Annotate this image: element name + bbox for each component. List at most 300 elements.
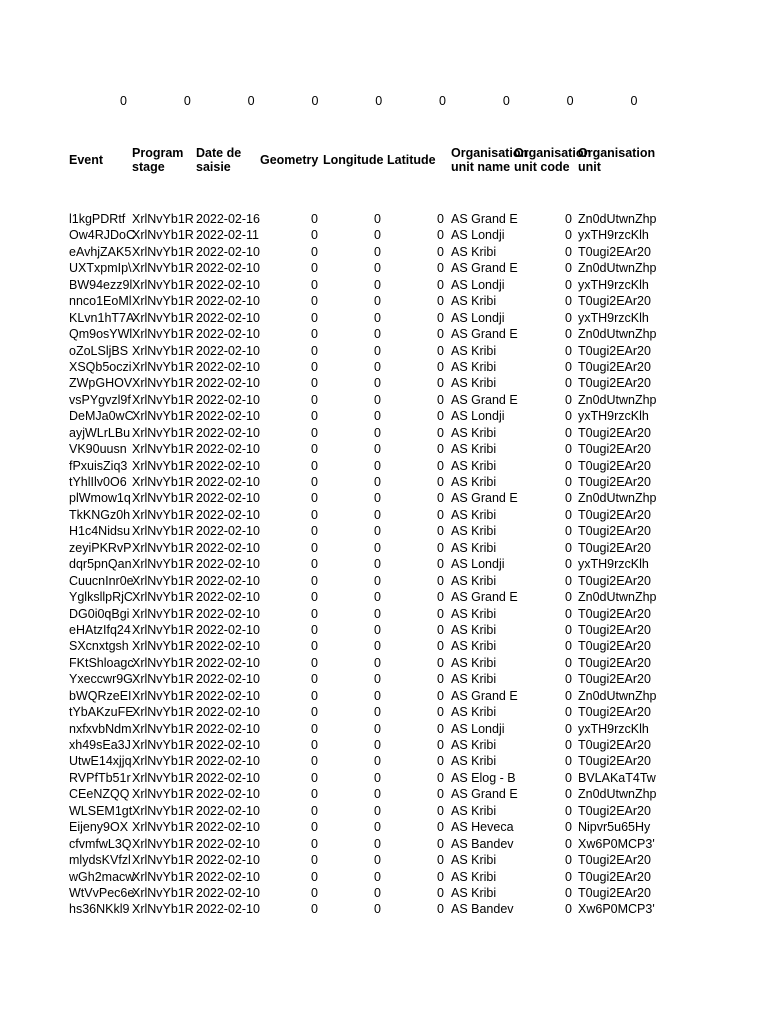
cell-event[interactable]: FKtShloagc xyxy=(69,655,134,670)
cell-org-unit-name[interactable]: AS Kribi xyxy=(451,885,497,900)
cell-program-stage[interactable]: XrlNvYb1R xyxy=(132,425,194,440)
cell-geometry[interactable]: 0 xyxy=(311,672,318,687)
cell-latitude[interactable]: 0 xyxy=(437,672,444,687)
cell-latitude[interactable]: 0 xyxy=(437,277,444,292)
cell-event[interactable]: DeMJa0wC xyxy=(69,409,134,424)
cell-org-unit-code[interactable]: 0 xyxy=(565,425,572,440)
cell-geometry[interactable]: 0 xyxy=(311,869,318,884)
cell-latitude[interactable]: 0 xyxy=(437,820,444,835)
cell-geometry[interactable]: 0 xyxy=(311,376,318,391)
cell-geometry[interactable]: 0 xyxy=(311,343,318,358)
cell-event[interactable]: hs36NKkl9 xyxy=(69,902,130,917)
cell-geometry[interactable]: 0 xyxy=(311,885,318,900)
cell-org-unit[interactable]: T0ugi2EAr20 xyxy=(578,754,651,769)
cell-event[interactable]: cfvmfwL3Q xyxy=(69,836,132,851)
cell-org-unit[interactable]: Zn0dUtwnZhp xyxy=(578,261,657,276)
cell-geometry[interactable]: 0 xyxy=(311,458,318,473)
cell-longitude[interactable]: 0 xyxy=(374,803,381,818)
cell-org-unit-name[interactable]: AS Grand E xyxy=(451,491,518,506)
cell-org-unit-name[interactable]: AS Kribi xyxy=(451,359,497,374)
cell-org-unit-code[interactable]: 0 xyxy=(565,770,572,785)
cell-program-stage[interactable]: XrlNvYb1R xyxy=(132,491,194,506)
cell-org-unit-name[interactable]: AS Kribi xyxy=(451,672,497,687)
cell-org-unit-code[interactable]: 0 xyxy=(565,540,572,555)
cell-org-unit-code[interactable]: 0 xyxy=(565,277,572,292)
cell-org-unit-code[interactable]: 0 xyxy=(565,688,572,703)
cell-org-unit-code[interactable]: 0 xyxy=(565,524,572,539)
cell-org-unit-name[interactable]: AS Kribi xyxy=(451,639,497,654)
cell-org-unit-code[interactable]: 0 xyxy=(565,590,572,605)
cell-date[interactable]: 2022-02-10 xyxy=(196,639,260,654)
cell-org-unit-name[interactable]: AS Kribi xyxy=(451,738,497,752)
cell-org-unit-code[interactable]: 0 xyxy=(565,622,572,637)
cell-date[interactable]: 2022-02-10 xyxy=(196,409,260,424)
cell-event[interactable]: UXTxpmIp\ xyxy=(69,261,132,276)
cell-org-unit-code[interactable]: 0 xyxy=(565,721,572,736)
cell-org-unit[interactable]: T0ugi2EAr20 xyxy=(578,622,651,637)
cell-latitude[interactable]: 0 xyxy=(437,754,444,769)
cell-geometry[interactable]: 0 xyxy=(311,212,318,226)
cell-event[interactable]: XSQb5oczi xyxy=(69,359,132,374)
cell-latitude[interactable]: 0 xyxy=(437,244,444,259)
cell-latitude[interactable]: 0 xyxy=(437,721,444,736)
cell-program-stage[interactable]: XrlNvYb1R xyxy=(132,228,194,243)
cell-program-stage[interactable]: XrlNvYb1R xyxy=(132,836,194,851)
cell-latitude[interactable]: 0 xyxy=(437,507,444,522)
cell-program-stage[interactable]: XrlNvYb1R xyxy=(132,787,194,802)
cell-geometry[interactable]: 0 xyxy=(311,491,318,506)
cell-date[interactable]: 2022-02-10 xyxy=(196,836,260,851)
cell-org-unit-code[interactable]: 0 xyxy=(565,820,572,835)
cell-org-unit-code[interactable]: 0 xyxy=(565,836,572,851)
cell-date[interactable]: 2022-02-10 xyxy=(196,327,260,342)
cell-longitude[interactable]: 0 xyxy=(374,754,381,769)
cell-geometry[interactable]: 0 xyxy=(311,294,318,309)
cell-org-unit-name[interactable]: AS Grand E xyxy=(451,261,518,276)
cell-geometry[interactable]: 0 xyxy=(311,573,318,588)
cell-geometry[interactable]: 0 xyxy=(311,507,318,522)
cell-longitude[interactable]: 0 xyxy=(374,721,381,736)
cell-org-unit-name[interactable]: AS Grand E xyxy=(451,590,518,605)
cell-latitude[interactable]: 0 xyxy=(437,475,444,489)
cell-org-unit-code[interactable]: 0 xyxy=(565,853,572,868)
cell-program-stage[interactable]: XrlNvYb1R xyxy=(132,902,194,917)
cell-event[interactable]: ayjWLrLBu xyxy=(69,425,131,440)
header-date[interactable]: Date de saisie xyxy=(196,146,242,174)
cell-event[interactable]: tYbAKzuFE xyxy=(69,705,134,720)
cell-org-unit-code[interactable]: 0 xyxy=(565,310,572,325)
cell-org-unit-name[interactable]: AS Kribi xyxy=(451,754,497,769)
cell-org-unit-name[interactable]: AS Kribi xyxy=(451,376,497,391)
cell-program-stage[interactable]: XrlNvYb1R xyxy=(132,705,194,720)
cell-longitude[interactable]: 0 xyxy=(374,853,381,868)
cell-program-stage[interactable]: XrlNvYb1R xyxy=(132,359,194,374)
cell-latitude[interactable]: 0 xyxy=(437,425,444,440)
cell-org-unit-code[interactable]: 0 xyxy=(565,491,572,506)
cell-latitude[interactable]: 0 xyxy=(437,705,444,720)
cell-event[interactable]: xh49sEa3J xyxy=(69,738,131,752)
cell-longitude[interactable]: 0 xyxy=(374,491,381,506)
cell-org-unit-name[interactable]: AS Bandev xyxy=(451,836,514,851)
cell-latitude[interactable]: 0 xyxy=(437,310,444,325)
cell-event[interactable]: mlydsKVfzl xyxy=(69,853,131,868)
header-latitude[interactable]: Latitude xyxy=(387,153,436,167)
cell-program-stage[interactable]: XrlNvYb1R xyxy=(132,540,194,555)
cell-latitude[interactable]: 0 xyxy=(437,294,444,309)
cell-geometry[interactable]: 0 xyxy=(311,425,318,440)
cell-latitude[interactable]: 0 xyxy=(437,540,444,555)
cell-latitude[interactable]: 0 xyxy=(437,885,444,900)
cell-event[interactable]: CuucnInr0e xyxy=(69,573,134,588)
cell-program-stage[interactable]: XrlNvYb1R xyxy=(132,524,194,539)
cell-org-unit[interactable]: yxTH9rzcKlh xyxy=(578,409,649,424)
cell-org-unit[interactable]: Zn0dUtwnZhp xyxy=(578,212,657,226)
top-number-cell[interactable]: 0 xyxy=(439,94,446,108)
cell-geometry[interactable]: 0 xyxy=(311,622,318,637)
cell-org-unit[interactable]: Zn0dUtwnZhp xyxy=(578,787,657,802)
cell-org-unit-code[interactable]: 0 xyxy=(565,359,572,374)
cell-latitude[interactable]: 0 xyxy=(437,557,444,572)
cell-org-unit-name[interactable]: AS Kribi xyxy=(451,573,497,588)
cell-longitude[interactable]: 0 xyxy=(374,705,381,720)
cell-geometry[interactable]: 0 xyxy=(311,327,318,342)
cell-longitude[interactable]: 0 xyxy=(374,261,381,276)
cell-org-unit-name[interactable]: AS Londji xyxy=(451,409,505,424)
cell-org-unit[interactable]: yxTH9rzcKlh xyxy=(578,310,649,325)
top-number-cell[interactable]: 0 xyxy=(311,94,319,108)
cell-org-unit-name[interactable]: AS Kribi xyxy=(451,507,497,522)
cell-date[interactable]: 2022-02-10 xyxy=(196,688,260,703)
cell-org-unit[interactable]: T0ugi2EAr20 xyxy=(578,359,651,374)
cell-geometry[interactable]: 0 xyxy=(311,787,318,802)
header-org-unit[interactable]: Organisation unit xyxy=(578,146,656,174)
header-event[interactable]: Event xyxy=(69,153,104,167)
cell-program-stage[interactable]: XrlNvYb1R xyxy=(132,475,194,489)
cell-date[interactable]: 2022-02-10 xyxy=(196,491,260,506)
cell-event[interactable]: nnco1EoMl xyxy=(69,294,132,309)
cell-geometry[interactable]: 0 xyxy=(311,409,318,424)
cell-org-unit[interactable]: T0ugi2EAr20 xyxy=(578,885,651,900)
cell-longitude[interactable]: 0 xyxy=(374,672,381,687)
cell-event[interactable]: SXcnxtgsh xyxy=(69,639,129,654)
cell-org-unit[interactable]: Xw6P0MCP3' xyxy=(578,902,655,917)
cell-org-unit[interactable]: T0ugi2EAr20 xyxy=(578,705,651,720)
cell-org-unit[interactable]: Zn0dUtwnZhp xyxy=(578,392,657,407)
cell-org-unit-code[interactable]: 0 xyxy=(565,869,572,884)
cell-org-unit-name[interactable]: AS Londji xyxy=(451,228,505,243)
cell-org-unit[interactable]: Zn0dUtwnZhp xyxy=(578,590,657,605)
cell-longitude[interactable]: 0 xyxy=(374,244,381,259)
header-org-unit-code[interactable]: Organisation unit code xyxy=(514,146,592,174)
cell-program-stage[interactable]: XrlNvYb1R xyxy=(132,458,194,473)
cell-org-unit-code[interactable]: 0 xyxy=(565,573,572,588)
cell-org-unit-name[interactable]: AS Londji xyxy=(451,721,505,736)
cell-org-unit-name[interactable]: AS Elog - B xyxy=(451,770,516,785)
cell-date[interactable]: 2022-02-10 xyxy=(196,869,260,884)
cell-geometry[interactable]: 0 xyxy=(311,524,318,539)
cell-program-stage[interactable]: XrlNvYb1R xyxy=(132,294,194,309)
cell-date[interactable]: 2022-02-10 xyxy=(196,425,260,440)
cell-date[interactable]: 2022-02-10 xyxy=(196,622,260,637)
cell-longitude[interactable]: 0 xyxy=(374,885,381,900)
cell-program-stage[interactable]: XrlNvYb1R xyxy=(132,442,194,457)
cell-longitude[interactable]: 0 xyxy=(374,639,381,654)
cell-event[interactable]: zeyiPKRvP xyxy=(69,540,132,555)
cell-org-unit-name[interactable]: AS Kribi xyxy=(451,458,497,473)
cell-org-unit[interactable]: yxTH9rzcKlh xyxy=(578,557,649,572)
cell-org-unit-name[interactable]: AS Kribi xyxy=(451,475,497,489)
cell-org-unit-name[interactable]: AS Londji xyxy=(451,557,505,572)
cell-date[interactable]: 2022-02-10 xyxy=(196,770,260,785)
cell-date[interactable]: 2022-02-10 xyxy=(196,885,260,900)
cell-geometry[interactable]: 0 xyxy=(311,688,318,703)
cell-latitude[interactable]: 0 xyxy=(437,212,444,226)
cell-org-unit-code[interactable]: 0 xyxy=(565,343,572,358)
cell-longitude[interactable]: 0 xyxy=(374,820,381,835)
cell-longitude[interactable]: 0 xyxy=(374,688,381,703)
cell-event[interactable]: wGh2macw xyxy=(69,869,135,884)
cell-event[interactable]: fPxuisZiq3 xyxy=(69,458,128,473)
cell-event[interactable]: VK90uusn xyxy=(69,442,127,457)
cell-latitude[interactable]: 0 xyxy=(437,688,444,703)
cell-event[interactable]: eAvhjZAK5 xyxy=(69,244,132,259)
cell-longitude[interactable]: 0 xyxy=(374,343,381,358)
cell-org-unit-name[interactable]: AS Kribi xyxy=(451,343,497,358)
cell-event[interactable]: WtVvPec6e xyxy=(69,885,135,900)
cell-date[interactable]: 2022-02-10 xyxy=(196,524,260,539)
cell-org-unit[interactable]: yxTH9rzcKlh xyxy=(578,228,649,243)
cell-org-unit[interactable]: Zn0dUtwnZhp xyxy=(578,327,657,342)
cell-event[interactable]: ZWpGHOV xyxy=(69,376,133,391)
top-number-cell[interactable]: 0 xyxy=(247,94,255,108)
cell-program-stage[interactable]: XrlNvYb1R xyxy=(132,853,194,868)
cell-latitude[interactable]: 0 xyxy=(437,491,444,506)
cell-latitude[interactable]: 0 xyxy=(437,409,444,424)
cell-longitude[interactable]: 0 xyxy=(374,425,381,440)
cell-date[interactable]: 2022-02-10 xyxy=(196,573,260,588)
cell-org-unit-code[interactable]: 0 xyxy=(565,458,572,473)
cell-event[interactable]: WLSEM1gt xyxy=(69,803,133,818)
cell-latitude[interactable]: 0 xyxy=(437,738,444,752)
top-number-cell[interactable]: 0 xyxy=(630,94,638,108)
cell-org-unit-name[interactable]: AS Grand E xyxy=(451,392,518,407)
cell-event[interactable]: H1c4Nidsu xyxy=(69,524,131,539)
cell-org-unit[interactable]: T0ugi2EAr20 xyxy=(578,376,651,391)
cell-latitude[interactable]: 0 xyxy=(437,228,444,243)
cell-event[interactable]: oZoLSljBS xyxy=(69,343,129,358)
cell-event[interactable]: Qm9osYWl xyxy=(69,327,133,342)
cell-org-unit-code[interactable]: 0 xyxy=(565,376,572,391)
header-geometry[interactable]: Geometry xyxy=(260,153,319,167)
cell-date[interactable]: 2022-02-10 xyxy=(196,803,260,818)
cell-date[interactable]: 2022-02-10 xyxy=(196,721,260,736)
cell-date[interactable]: 2022-02-10 xyxy=(196,672,260,687)
cell-program-stage[interactable]: XrlNvYb1R xyxy=(132,392,194,407)
top-number-cell[interactable]: 0 xyxy=(502,94,510,108)
cell-org-unit-name[interactable]: AS Kribi xyxy=(451,524,497,539)
cell-org-unit-name[interactable]: AS Kribi xyxy=(451,294,497,309)
cell-org-unit-name[interactable]: AS Kribi xyxy=(451,705,497,720)
top-number-cell[interactable]: 0 xyxy=(566,94,574,108)
cell-geometry[interactable]: 0 xyxy=(311,606,318,621)
cell-latitude[interactable]: 0 xyxy=(437,869,444,884)
cell-org-unit-name[interactable]: AS Grand E xyxy=(451,787,518,802)
cell-date[interactable]: 2022-02-10 xyxy=(196,244,260,259)
cell-longitude[interactable]: 0 xyxy=(374,458,381,473)
cell-org-unit-code[interactable]: 0 xyxy=(565,754,572,769)
cell-program-stage[interactable]: XrlNvYb1R xyxy=(132,639,194,654)
cell-geometry[interactable]: 0 xyxy=(311,770,318,785)
cell-longitude[interactable]: 0 xyxy=(374,507,381,522)
cell-event[interactable]: bWQRzeEI xyxy=(69,688,132,703)
cell-program-stage[interactable]: XrlNvYb1R xyxy=(132,803,194,818)
cell-date[interactable]: 2022-02-10 xyxy=(196,442,260,457)
cell-longitude[interactable]: 0 xyxy=(374,590,381,605)
cell-date[interactable]: 2022-02-10 xyxy=(196,359,260,374)
cell-org-unit-code[interactable]: 0 xyxy=(565,392,572,407)
cell-org-unit[interactable]: T0ugi2EAr20 xyxy=(578,442,651,457)
cell-latitude[interactable]: 0 xyxy=(437,392,444,407)
cell-org-unit-code[interactable]: 0 xyxy=(565,606,572,621)
cell-org-unit-name[interactable]: AS Grand E xyxy=(451,327,518,342)
cell-longitude[interactable]: 0 xyxy=(374,902,381,917)
cell-org-unit-name[interactable]: AS Kribi xyxy=(451,622,497,637)
cell-event[interactable]: Yxeccwr9G xyxy=(69,672,133,687)
cell-program-stage[interactable]: XrlNvYb1R xyxy=(132,212,194,226)
cell-date[interactable]: 2022-02-10 xyxy=(196,376,260,391)
cell-org-unit-code[interactable]: 0 xyxy=(565,787,572,802)
cell-org-unit[interactable]: T0ugi2EAr20 xyxy=(578,458,651,473)
cell-org-unit[interactable]: T0ugi2EAr20 xyxy=(578,540,651,555)
cell-geometry[interactable]: 0 xyxy=(311,853,318,868)
top-number-cell[interactable]: 0 xyxy=(183,94,191,108)
cell-latitude[interactable]: 0 xyxy=(437,787,444,802)
cell-longitude[interactable]: 0 xyxy=(374,655,381,670)
cell-org-unit-name[interactable]: AS Kribi xyxy=(451,442,497,457)
cell-org-unit-name[interactable]: AS Kribi xyxy=(451,655,497,670)
cell-event[interactable]: Ow4RJDoC xyxy=(69,228,135,243)
cell-longitude[interactable]: 0 xyxy=(374,327,381,342)
cell-longitude[interactable]: 0 xyxy=(374,573,381,588)
cell-longitude[interactable]: 0 xyxy=(374,294,381,309)
cell-date[interactable]: 2022-02-10 xyxy=(196,705,260,720)
cell-org-unit-code[interactable]: 0 xyxy=(565,327,572,342)
cell-org-unit-name[interactable]: AS Kribi xyxy=(451,869,497,884)
cell-latitude[interactable]: 0 xyxy=(437,442,444,457)
cell-event[interactable]: RVPfTb51r xyxy=(69,770,131,785)
cell-org-unit[interactable]: T0ugi2EAr20 xyxy=(578,639,651,654)
cell-date[interactable]: 2022-02-10 xyxy=(196,294,260,309)
top-number-cell[interactable]: 0 xyxy=(375,94,383,108)
cell-latitude[interactable]: 0 xyxy=(437,261,444,276)
cell-org-unit[interactable]: T0ugi2EAr20 xyxy=(578,655,651,670)
cell-longitude[interactable]: 0 xyxy=(374,392,381,407)
cell-org-unit[interactable]: T0ugi2EAr20 xyxy=(578,869,651,884)
cell-org-unit-name[interactable]: AS Kribi xyxy=(451,853,497,868)
cell-latitude[interactable]: 0 xyxy=(437,853,444,868)
cell-event[interactable]: vsPYgvzl9f xyxy=(69,392,131,407)
cell-program-stage[interactable]: XrlNvYb1R xyxy=(132,754,194,769)
cell-event[interactable]: Eijeny9OX xyxy=(69,820,129,835)
cell-longitude[interactable]: 0 xyxy=(374,622,381,637)
header-org-unit-name[interactable]: Organisation unit name xyxy=(451,146,529,174)
cell-geometry[interactable]: 0 xyxy=(311,261,318,276)
cell-org-unit-name[interactable]: AS Grand E xyxy=(451,688,518,703)
cell-program-stage[interactable]: XrlNvYb1R xyxy=(132,573,194,588)
cell-geometry[interactable]: 0 xyxy=(311,639,318,654)
cell-geometry[interactable]: 0 xyxy=(311,754,318,769)
cell-org-unit-code[interactable]: 0 xyxy=(565,885,572,900)
cell-org-unit[interactable]: T0ugi2EAr20 xyxy=(578,524,651,539)
cell-longitude[interactable]: 0 xyxy=(374,442,381,457)
cell-program-stage[interactable]: XrlNvYb1R xyxy=(132,738,194,752)
cell-org-unit-name[interactable]: AS Kribi xyxy=(451,244,497,259)
cell-event[interactable]: eHAtzIfq24 xyxy=(69,622,131,637)
cell-geometry[interactable]: 0 xyxy=(311,590,318,605)
cell-event[interactable]: BW94ezz9l xyxy=(69,277,133,292)
cell-geometry[interactable]: 0 xyxy=(311,836,318,851)
cell-org-unit[interactable]: yxTH9rzcKlh xyxy=(578,721,649,736)
cell-org-unit-code[interactable]: 0 xyxy=(565,294,572,309)
cell-org-unit[interactable]: T0ugi2EAr20 xyxy=(578,475,651,489)
cell-org-unit-name[interactable]: AS Londji xyxy=(451,310,505,325)
cell-latitude[interactable]: 0 xyxy=(437,622,444,637)
cell-org-unit-name[interactable]: AS Kribi xyxy=(451,606,497,621)
cell-program-stage[interactable]: XrlNvYb1R xyxy=(132,622,194,637)
cell-program-stage[interactable]: XrlNvYb1R xyxy=(132,376,194,391)
cell-org-unit[interactable]: T0ugi2EAr20 xyxy=(578,738,651,752)
cell-program-stage[interactable]: XrlNvYb1R xyxy=(132,507,194,522)
cell-geometry[interactable]: 0 xyxy=(311,902,318,917)
cell-geometry[interactable]: 0 xyxy=(311,738,318,752)
cell-program-stage[interactable]: XrlNvYb1R xyxy=(132,244,194,259)
header-longitude[interactable]: Longitude xyxy=(323,153,384,167)
cell-longitude[interactable]: 0 xyxy=(374,770,381,785)
cell-latitude[interactable]: 0 xyxy=(437,639,444,654)
cell-event[interactable]: KLvn1hT7A xyxy=(69,310,135,325)
cell-org-unit-code[interactable]: 0 xyxy=(565,705,572,720)
cell-date[interactable]: 2022-02-10 xyxy=(196,606,260,621)
cell-program-stage[interactable]: XrlNvYb1R xyxy=(132,606,194,621)
cell-org-unit-code[interactable]: 0 xyxy=(565,672,572,687)
cell-geometry[interactable]: 0 xyxy=(311,228,318,243)
cell-org-unit-code[interactable]: 0 xyxy=(565,442,572,457)
cell-org-unit[interactable]: T0ugi2EAr20 xyxy=(578,343,651,358)
cell-org-unit[interactable]: Zn0dUtwnZhp xyxy=(578,491,657,506)
cell-org-unit-code[interactable]: 0 xyxy=(565,228,572,243)
cell-event[interactable]: tYhlIlv0O6 xyxy=(69,475,127,489)
cell-org-unit-code[interactable]: 0 xyxy=(565,507,572,522)
cell-date[interactable]: 2022-02-10 xyxy=(196,475,260,489)
cell-latitude[interactable]: 0 xyxy=(437,573,444,588)
cell-org-unit[interactable]: Zn0dUtwnZhp xyxy=(578,688,657,703)
cell-longitude[interactable]: 0 xyxy=(374,606,381,621)
cell-program-stage[interactable]: XrlNvYb1R xyxy=(132,310,194,325)
cell-date[interactable]: 2022-02-10 xyxy=(196,458,260,473)
cell-date[interactable]: 2022-02-10 xyxy=(196,277,260,292)
cell-org-unit-name[interactable]: AS Heveca xyxy=(451,820,514,835)
cell-latitude[interactable]: 0 xyxy=(437,343,444,358)
cell-geometry[interactable]: 0 xyxy=(311,392,318,407)
cell-event[interactable]: TkKNGz0h xyxy=(69,507,131,522)
cell-longitude[interactable]: 0 xyxy=(374,787,381,802)
cell-geometry[interactable]: 0 xyxy=(311,721,318,736)
cell-latitude[interactable]: 0 xyxy=(437,606,444,621)
cell-org-unit[interactable]: T0ugi2EAr20 xyxy=(578,573,651,588)
cell-org-unit[interactable]: T0ugi2EAr20 xyxy=(578,803,651,818)
cell-org-unit-name[interactable]: AS Bandev xyxy=(451,902,514,917)
cell-org-unit-name[interactable]: AS Kribi xyxy=(451,540,497,555)
